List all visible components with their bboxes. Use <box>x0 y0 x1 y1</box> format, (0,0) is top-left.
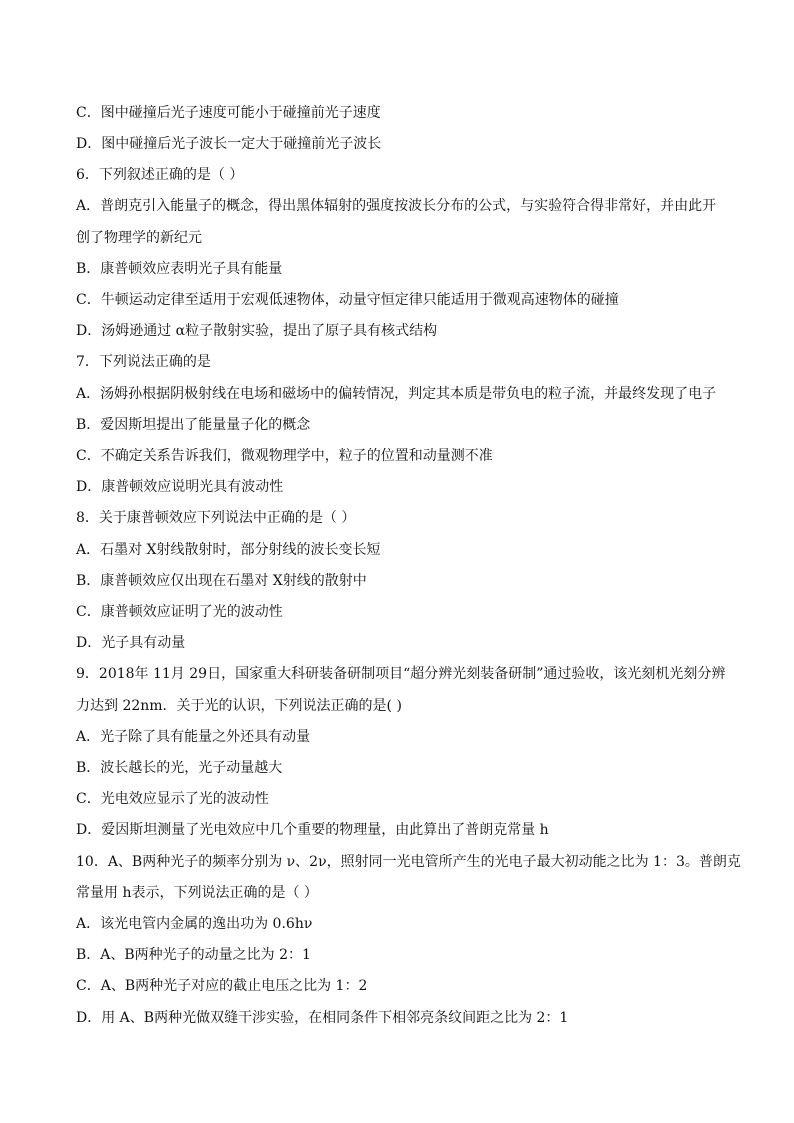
option-a-q7: A．汤姆孙根据阴极射线在电场和磁场中的偏转情况，判定其本质是带负电的粒子流，并最终发现了电子 <box>76 386 717 402</box>
option-b-q6: B．康普顿效应表明光子具有能量 <box>76 261 283 277</box>
option-a-q9: A．光子除了具有能量之外还具有动量 <box>76 729 311 745</box>
option-b-q10: B．A、B两种光子的动量之比为 2：1 <box>76 947 311 963</box>
option-a-q6-line1: A．普朗克引入能量子的概念，得出黑体辐射的强度按波长分布的公式，与实验符合得非常好，并由此开 <box>76 198 717 214</box>
option-c-q6: C．牛顿运动定律至适用于宏观低速物体，动量守恒定律只能适用于微观高速物体的碰撞 <box>76 292 619 308</box>
option-a-q6-line2: 创了物理学的新纪元 <box>76 230 202 246</box>
option-c-q8: C．康普顿效应证明了光的波动性 <box>76 604 283 620</box>
option-c-q9: C．光电效应显示了光的波动性 <box>76 791 269 807</box>
question-9-stem-line2: 力达到 22nm．关于光的认识，下列说法正确的是( ) <box>76 698 402 714</box>
question-10-stem-line2: 常量用 h表示，下列说法正确的是（ ） <box>76 885 318 901</box>
option-c-q5: C．图中碰撞后光子速度可能小于碰撞前光子速度 <box>76 105 381 121</box>
option-d-q6: D．汤姆逊通过 α粒子散射实验，提出了原子具有核式结构 <box>76 323 438 339</box>
option-d-q8: D．光子具有动量 <box>76 635 186 651</box>
option-b-q7: B．爱因斯坦提出了能量量子化的概念 <box>76 417 311 433</box>
option-c-q10: C．A、B两种光子对应的截止电压之比为 1：2 <box>76 978 368 994</box>
question-10-stem-line1: 10．A、B两种光子的频率分别为 ν、2ν，照射同一光电管所产生的光电子最大初动能之比为 1：3。普朗克 <box>76 854 741 870</box>
question-6-stem: 6．下列叙述正确的是（ ） <box>76 167 244 183</box>
question-7-stem: 7．下列说法正确的是 <box>76 354 211 370</box>
question-8-stem: 8．关于康普顿效应下列说法中正确的是（ ） <box>76 510 356 526</box>
option-d-q9: D．爱因斯坦测量了光电效应中几个重要的物理量，由此算出了普朗克常量 h <box>76 822 549 838</box>
option-a-q8: A．石墨对 X射线散射时，部分射线的波长变长短 <box>76 542 381 558</box>
option-d-q7: D．康普顿效应说明光具有波动性 <box>76 479 284 495</box>
option-b-q9: B．波长越长的光，光子动量越大 <box>76 760 283 776</box>
option-a-q10: A．该光电管内金属的逸出功为 0.6hν <box>76 916 313 932</box>
question-9-stem-line1: 9．2018年 11月 29日，国家重大科研装备研制项目“超分辨光刻装备研制”通过验收，该光刻机光刻分辨 <box>76 666 726 682</box>
option-b-q8: B．康普顿效应仅出现在石墨对 X射线的散射中 <box>76 573 367 589</box>
option-d-q10: D．用 A、B两种光做双缝干涉实验，在相同条件下相邻亮条纹间距之比为 2：1 <box>76 1010 569 1026</box>
option-d-q5: D．图中碰撞后光子波长一定大于碰撞前光子波长 <box>76 136 382 152</box>
option-c-q7: C．不确定关系告诉我们，微观物理学中，粒子的位置和动量测不准 <box>76 448 493 464</box>
